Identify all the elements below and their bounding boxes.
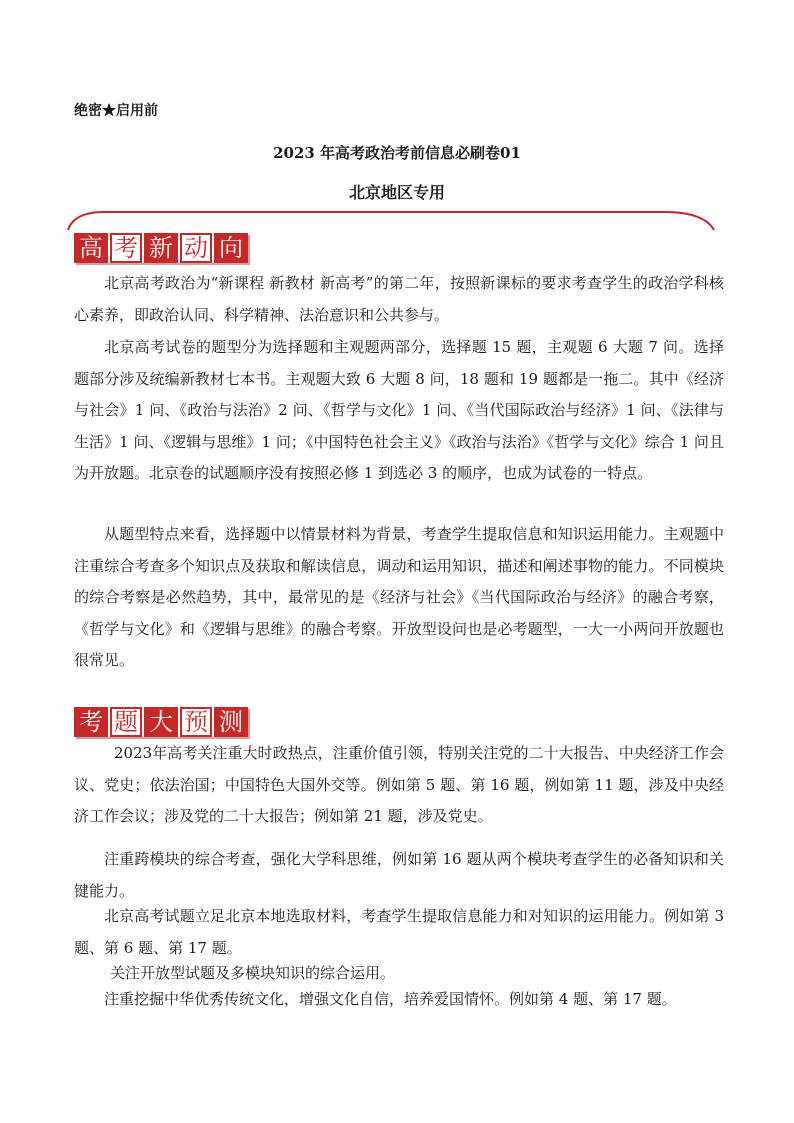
paragraph: 北京高考政治为“新课程 新教材 新高考”的第二年，按照新课标的要求考查学生的政治学科核心素养，即政治认同、科学精神、法治意识和公共参与。 — [74, 274, 724, 324]
banner-char: 预 — [180, 707, 212, 737]
paragraph: 2023年高考关注重大时政热点，注重价值引领，特别关注党的二十大报告、中央经济工作会议、党史；依法治国；中国特色大国外交等。例如第 5 题、第 16 题，例如第 11 题，涉及中央经济工作会议；涉及党的二十大报告；例如第 21 题，涉及党史。 — [74, 744, 724, 825]
paragraph: 注重挖掘中华优秀传统文化，增强文化自信，培养爱国情怀。例如第 4 题、第 17 题。 — [104, 990, 677, 1008]
banner-char: 高 — [74, 233, 108, 263]
banner-char: 考 — [110, 233, 142, 263]
banner-char: 题 — [110, 707, 142, 737]
section-banner-gaokao-xindongxiang — [74, 233, 248, 263]
secret-mark: 绝密★启用前 — [74, 103, 158, 119]
banner-char: 测 — [214, 707, 248, 737]
paragraph: 从题型特点来看，选择题中以情景材料为背景，考查学生提取信息和知识运用能力。主观题中注重综合考查多个知识点及获取和解读信息，调动和运用知识，描述和阐述事物的能力。不同模块的综合考察是必然趋势，其中，最常见的是《经济与社会》《当代国际政治与经济》的融合考察，《哲学与文化》和《逻辑与思维》的融合考察。开放型设问也是必考题型，一大一小两问开放题也很常见。 — [74, 525, 724, 669]
paragraph: 北京高考试题立足北京本地选取材料，考查学生提取信息能力和对知识的运用能力。例如第 3 题、第 6 题、第 17 题。 — [74, 907, 724, 957]
paragraph: 北京高考试卷的题型分为选择题和主观题两部分，选择题 15 题，主观题 6 大题 7 问。选择题部分涉及统编新教材七本书。主观题大致 6 大题 8 问，18 题和 19 题都是一拖二。其中《经济与社会》1 问、《政治与法治》2 问、《哲学与文化》1 问、《当代国际政治与经济》1 问、《法律与生活》1 问、《逻辑与思维》1 问；《中国特色社会主义》《政治与法治》《哲学与文化》综合 1 问且为开放题。北京卷的试题顺序没有按照必修 1 到选必 3 的顺序，也成为试卷的一特点。 — [74, 338, 724, 482]
paragraph: 关注开放型试题及多模块知识的综合运用。 — [110, 964, 396, 982]
section-banner-kaoti-dayuce — [74, 707, 248, 737]
document-title: 2023 年高考政治考前信息必刷卷01 — [273, 144, 521, 162]
banner-char: 新 — [144, 233, 178, 263]
banner-char: 大 — [144, 707, 178, 737]
document-subtitle: 北京地区专用 — [348, 183, 445, 202]
banner-char: 向 — [214, 233, 248, 263]
banner-char: 考 — [74, 707, 108, 737]
paragraph: 注重跨模块的综合考查，强化大学科思维，例如第 16 题从两个模块考查学生的必备知识和关键能力。 — [74, 850, 724, 900]
banner-char: 动 — [180, 233, 212, 263]
